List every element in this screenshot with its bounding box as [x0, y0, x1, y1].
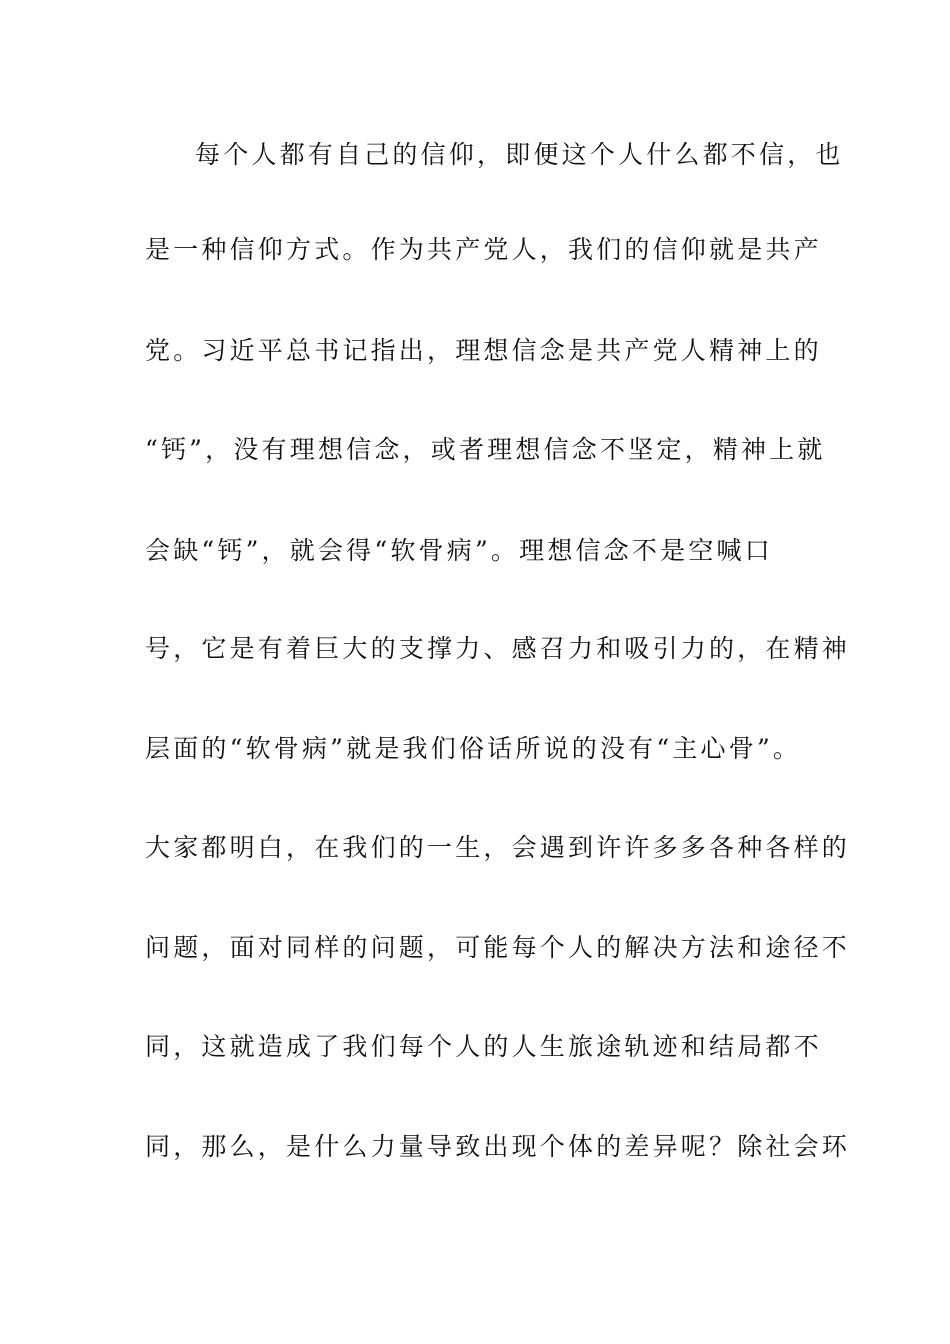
text-line: 会缺“钙”，就会得“软骨病”。理想信念不是空喊口 [145, 536, 773, 565]
text-line: 问题，面对同样的问题，可能每个人的解决方法和途径不 [145, 933, 851, 962]
text-line: 层面的“软骨病”就是我们俗话所说的没有“主心骨”。 [145, 734, 802, 763]
text-line: 每个人都有自己的信仰，即便这个人什么都不信，也 [195, 140, 844, 169]
text-line: 同，这就造成了我们每个人的人生旅途轨迹和结局都不 [145, 1032, 822, 1061]
text-line: 大家都明白，在我们的一生，会遇到许许多多各种各样的 [145, 833, 851, 862]
text-line: 同，那么，是什么力量导致出现个体的差异呢？除社会环 [145, 1132, 851, 1161]
text-line: “钙”，没有理想信念，或者理想信念不坚定，精神上就 [145, 435, 826, 464]
text-line: 号，它是有着巨大的支撑力、感召力和吸引力的，在精神 [145, 634, 851, 663]
text-line: 是一种信仰方式。作为共产党人，我们的信仰就是共产 [145, 235, 822, 264]
text-line: 党。习近平总书记指出，理想信念是共产党人精神上的 [145, 336, 822, 365]
